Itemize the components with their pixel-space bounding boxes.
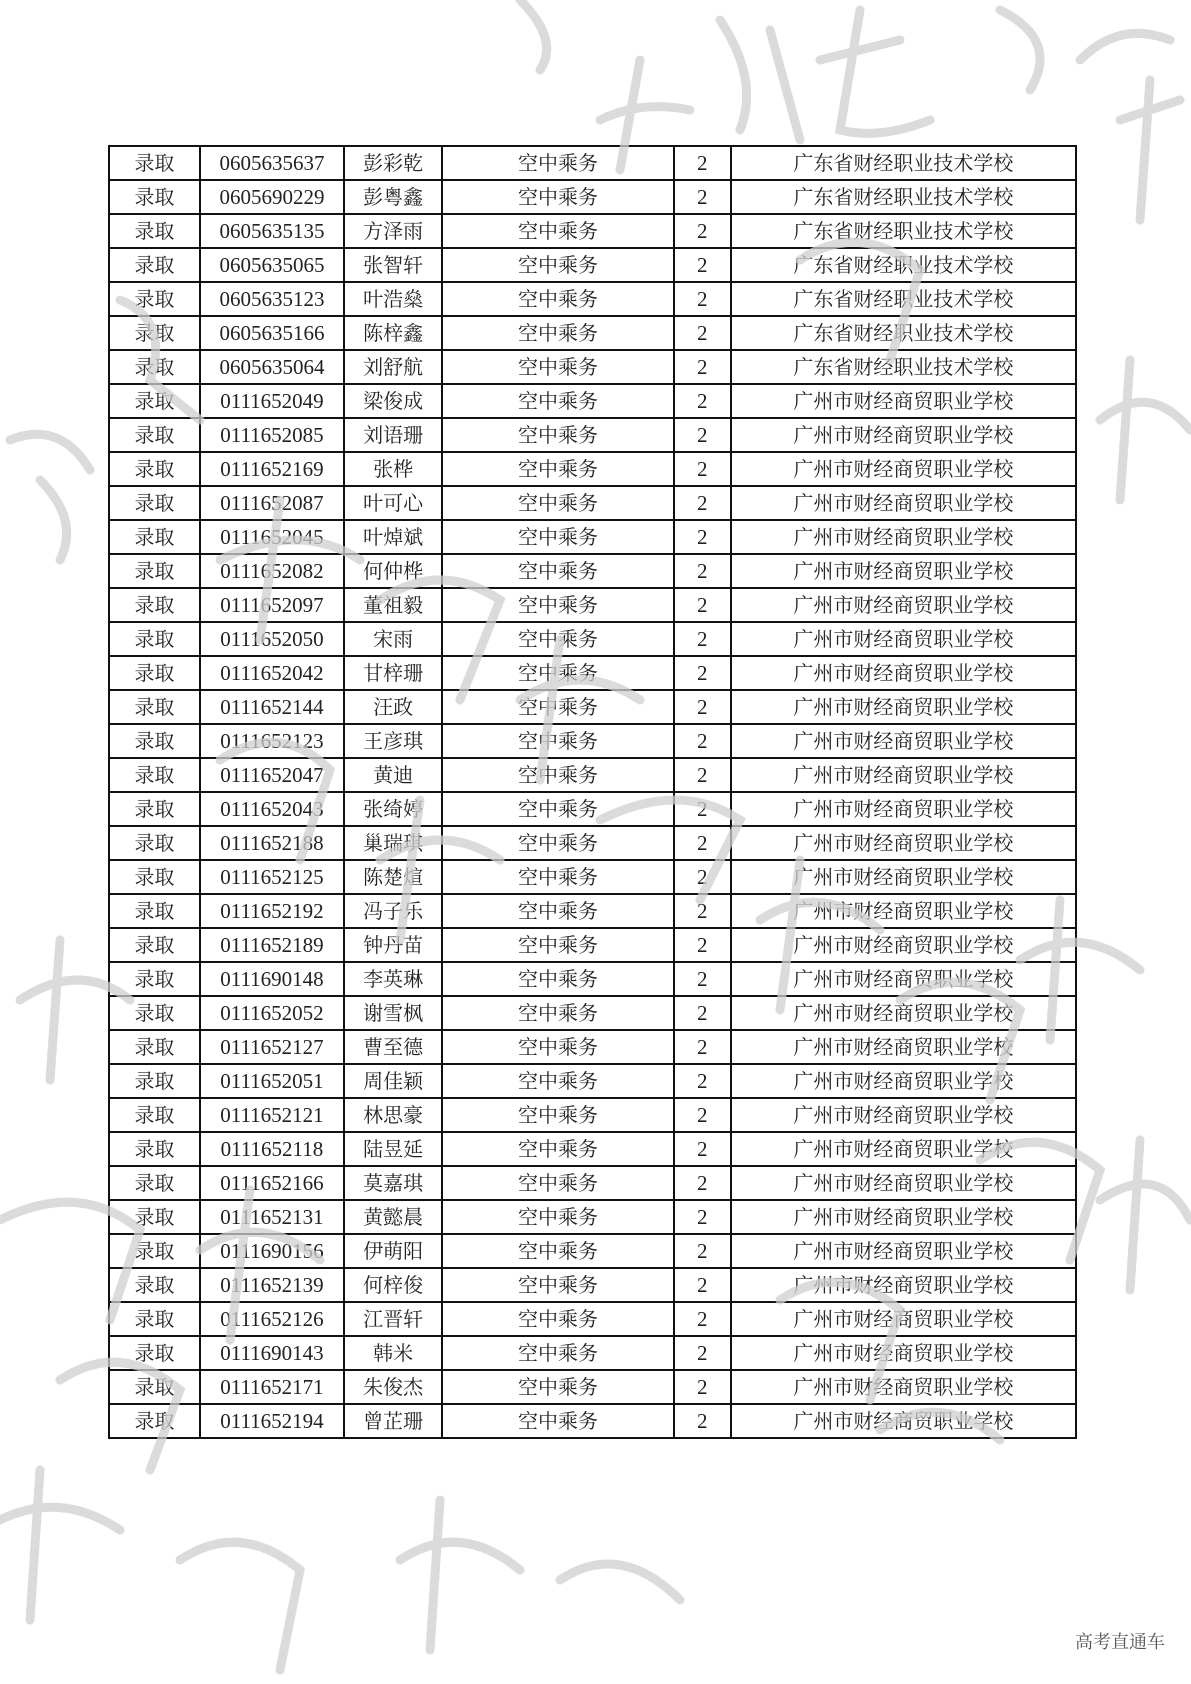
major-cell: 空中乘务 [442,962,674,996]
major-cell: 空中乘务 [442,622,674,656]
table-row [109,758,1076,792]
candidate-id-cell: 0111652042 [200,656,344,690]
school-cell: 广州市财经商贸职业学校 [731,622,1076,656]
major-cell: 空中乘务 [442,1234,674,1268]
name-cell: 钟丹苗 [344,928,442,962]
candidate-id-cell: 0111652189 [200,928,344,962]
major-cell: 空中乘务 [442,248,674,282]
status-cell: 录取 [109,588,200,622]
school-cell: 广州市财经商贸职业学校 [731,928,1076,962]
admission-table-body [109,146,1076,1438]
status-cell: 录取 [109,418,200,452]
candidate-id-cell: 0111652171 [200,1370,344,1404]
candidate-id-cell: 0111652125 [200,860,344,894]
status-cell: 录取 [109,928,200,962]
table-row [109,724,1076,758]
school-cell: 广东省财经职业技术学校 [731,350,1076,384]
table-row [109,1268,1076,1302]
name-cell: 张绮婷 [344,792,442,826]
name-cell: 谢雪枫 [344,996,442,1030]
candidate-id-cell: 0111652085 [200,418,344,452]
batch-cell: 2 [674,418,731,452]
batch-cell: 2 [674,1268,731,1302]
school-cell: 广东省财经职业技术学校 [731,180,1076,214]
major-cell: 空中乘务 [442,1166,674,1200]
major-cell: 空中乘务 [442,316,674,350]
major-cell: 空中乘务 [442,452,674,486]
candidate-id-cell: 0605635123 [200,282,344,316]
name-cell: 彭粤鑫 [344,180,442,214]
major-cell: 空中乘务 [442,826,674,860]
candidate-id-cell: 0111652139 [200,1268,344,1302]
school-cell: 广州市财经商贸职业学校 [731,1098,1076,1132]
major-cell: 空中乘务 [442,1132,674,1166]
batch-cell: 2 [674,894,731,928]
batch-cell: 2 [674,622,731,656]
candidate-id-cell: 0605635166 [200,316,344,350]
school-cell: 广州市财经商贸职业学校 [731,452,1076,486]
major-cell: 空中乘务 [442,1404,674,1438]
batch-cell: 2 [674,656,731,690]
school-cell: 广州市财经商贸职业学校 [731,860,1076,894]
status-cell: 录取 [109,350,200,384]
candidate-id-cell: 0111652052 [200,996,344,1030]
major-cell: 空中乘务 [442,486,674,520]
table-row [109,1404,1076,1438]
status-cell: 录取 [109,690,200,724]
status-cell: 录取 [109,486,200,520]
school-cell: 广州市财经商贸职业学校 [731,1030,1076,1064]
major-cell: 空中乘务 [442,350,674,384]
candidate-id-cell: 0111652169 [200,452,344,486]
major-cell: 空中乘务 [442,1030,674,1064]
status-cell: 录取 [109,316,200,350]
name-cell: 方泽雨 [344,214,442,248]
school-cell: 广州市财经商贸职业学校 [731,1268,1076,1302]
candidate-id-cell: 0111652131 [200,1200,344,1234]
batch-cell: 2 [674,1302,731,1336]
candidate-id-cell: 0605635637 [200,146,344,180]
name-cell: 何仲桦 [344,554,442,588]
batch-cell: 2 [674,316,731,350]
candidate-id-cell: 0111652049 [200,384,344,418]
school-cell: 广州市财经商贸职业学校 [731,996,1076,1030]
name-cell: 刘语珊 [344,418,442,452]
candidate-id-cell: 0111652097 [200,588,344,622]
school-cell: 广东省财经职业技术学校 [731,146,1076,180]
batch-cell: 2 [674,792,731,826]
status-cell: 录取 [109,1404,200,1438]
candidate-id-cell: 0111652144 [200,690,344,724]
table-row [109,622,1076,656]
status-cell: 录取 [109,724,200,758]
school-cell: 广州市财经商贸职业学校 [731,1064,1076,1098]
candidate-id-cell: 0111652043 [200,792,344,826]
candidate-id-cell: 0111652127 [200,1030,344,1064]
batch-cell: 2 [674,962,731,996]
major-cell: 空中乘务 [442,894,674,928]
name-cell: 梁俊成 [344,384,442,418]
major-cell: 空中乘务 [442,214,674,248]
candidate-id-cell: 0111652082 [200,554,344,588]
table-row [109,690,1076,724]
major-cell: 空中乘务 [442,1200,674,1234]
major-cell: 空中乘务 [442,1064,674,1098]
name-cell: 李英琳 [344,962,442,996]
name-cell: 甘梓珊 [344,656,442,690]
candidate-id-cell: 0111652188 [200,826,344,860]
major-cell: 空中乘务 [442,928,674,962]
major-cell: 空中乘务 [442,1370,674,1404]
status-cell: 录取 [109,860,200,894]
school-cell: 广州市财经商贸职业学校 [731,1336,1076,1370]
name-cell: 莫嘉琪 [344,1166,442,1200]
school-cell: 广州市财经商贸职业学校 [731,894,1076,928]
name-cell: 黄懿晨 [344,1200,442,1234]
school-cell: 广州市财经商贸职业学校 [731,792,1076,826]
major-cell: 空中乘务 [442,588,674,622]
status-cell: 录取 [109,282,200,316]
name-cell: 叶焯斌 [344,520,442,554]
batch-cell: 2 [674,690,731,724]
name-cell: 朱俊杰 [344,1370,442,1404]
table-row [109,1098,1076,1132]
table-row [109,1200,1076,1234]
table-row [109,1166,1076,1200]
status-cell: 录取 [109,1132,200,1166]
name-cell: 刘舒航 [344,350,442,384]
status-cell: 录取 [109,996,200,1030]
table-row [109,996,1076,1030]
status-cell: 录取 [109,1200,200,1234]
major-cell: 空中乘务 [442,146,674,180]
batch-cell: 2 [674,1166,731,1200]
candidate-id-cell: 0605635135 [200,214,344,248]
school-cell: 广州市财经商贸职业学校 [731,1404,1076,1438]
table-row [109,1370,1076,1404]
table-row [109,384,1076,418]
table-row [109,418,1076,452]
major-cell: 空中乘务 [442,180,674,214]
status-cell: 录取 [109,962,200,996]
name-cell: 陈梓鑫 [344,316,442,350]
school-cell: 广州市财经商贸职业学校 [731,1132,1076,1166]
status-cell: 录取 [109,1166,200,1200]
school-cell: 广州市财经商贸职业学校 [731,588,1076,622]
table-row [109,962,1076,996]
batch-cell: 2 [674,554,731,588]
candidate-id-cell: 0111652087 [200,486,344,520]
table-row [109,1302,1076,1336]
batch-cell: 2 [674,1200,731,1234]
school-cell: 广州市财经商贸职业学校 [731,520,1076,554]
table-row [109,1132,1076,1166]
candidate-id-cell: 0111652121 [200,1098,344,1132]
major-cell: 空中乘务 [442,384,674,418]
batch-cell: 2 [674,1336,731,1370]
name-cell: 黄迪 [344,758,442,792]
name-cell: 曹至德 [344,1030,442,1064]
batch-cell: 2 [674,588,731,622]
batch-cell: 2 [674,452,731,486]
status-cell: 录取 [109,520,200,554]
table-row [109,520,1076,554]
school-cell: 广州市财经商贸职业学校 [731,826,1076,860]
name-cell: 周佳颖 [344,1064,442,1098]
batch-cell: 2 [674,928,731,962]
batch-cell: 2 [674,860,731,894]
candidate-id-cell: 0111690156 [200,1234,344,1268]
batch-cell: 2 [674,520,731,554]
status-cell: 录取 [109,656,200,690]
name-cell: 陆昱延 [344,1132,442,1166]
candidate-id-cell: 0111690143 [200,1336,344,1370]
candidate-id-cell: 0111652192 [200,894,344,928]
batch-cell: 2 [674,1404,731,1438]
table-row [109,452,1076,486]
major-cell: 空中乘务 [442,282,674,316]
major-cell: 空中乘务 [442,758,674,792]
candidate-id-cell: 0605635065 [200,248,344,282]
name-cell: 何梓俊 [344,1268,442,1302]
status-cell: 录取 [109,1098,200,1132]
status-cell: 录取 [109,146,200,180]
major-cell: 空中乘务 [442,860,674,894]
candidate-id-cell: 0111652118 [200,1132,344,1166]
status-cell: 录取 [109,214,200,248]
batch-cell: 2 [674,146,731,180]
major-cell: 空中乘务 [442,1336,674,1370]
table-row [109,282,1076,316]
major-cell: 空中乘务 [442,554,674,588]
name-cell: 曾芷珊 [344,1404,442,1438]
name-cell: 宋雨 [344,622,442,656]
name-cell: 叶浩燊 [344,282,442,316]
school-cell: 广州市财经商贸职业学校 [731,418,1076,452]
status-cell: 录取 [109,894,200,928]
status-cell: 录取 [109,1064,200,1098]
status-cell: 录取 [109,1268,200,1302]
major-cell: 空中乘务 [442,520,674,554]
name-cell: 冯子乐 [344,894,442,928]
major-cell: 空中乘务 [442,1302,674,1336]
candidate-id-cell: 0111652194 [200,1404,344,1438]
status-cell: 录取 [109,1030,200,1064]
school-cell: 广州市财经商贸职业学校 [731,384,1076,418]
candidate-id-cell: 0111652123 [200,724,344,758]
school-cell: 广东省财经职业技术学校 [731,316,1076,350]
batch-cell: 2 [674,1064,731,1098]
table-row [109,554,1076,588]
table-row [109,214,1076,248]
name-cell: 汪政 [344,690,442,724]
admission-table [108,145,1077,1439]
batch-cell: 2 [674,214,731,248]
major-cell: 空中乘务 [442,1268,674,1302]
candidate-id-cell: 0111652050 [200,622,344,656]
name-cell: 彭彩乾 [344,146,442,180]
name-cell: 江晋轩 [344,1302,442,1336]
status-cell: 录取 [109,1234,200,1268]
name-cell: 韩米 [344,1336,442,1370]
table-row [109,316,1076,350]
footer-brand-text: 高考直通车 [1075,1632,1165,1653]
school-cell: 广州市财经商贸职业学校 [731,656,1076,690]
batch-cell: 2 [674,1098,731,1132]
status-cell: 录取 [109,180,200,214]
major-cell: 空中乘务 [442,418,674,452]
batch-cell: 2 [674,724,731,758]
school-cell: 广州市财经商贸职业学校 [731,1200,1076,1234]
candidate-id-cell: 0111652047 [200,758,344,792]
major-cell: 空中乘务 [442,724,674,758]
status-cell: 录取 [109,622,200,656]
batch-cell: 2 [674,996,731,1030]
table-row [109,826,1076,860]
table-row [109,792,1076,826]
table-row [109,248,1076,282]
school-cell: 广州市财经商贸职业学校 [731,758,1076,792]
table-row [109,928,1076,962]
candidate-id-cell: 0605690229 [200,180,344,214]
batch-cell: 2 [674,384,731,418]
name-cell: 张智轩 [344,248,442,282]
batch-cell: 2 [674,248,731,282]
table-row [109,1064,1076,1098]
table-row [109,1336,1076,1370]
candidate-id-cell: 0111652166 [200,1166,344,1200]
status-cell: 录取 [109,1370,200,1404]
major-cell: 空中乘务 [442,656,674,690]
status-cell: 录取 [109,758,200,792]
school-cell: 广州市财经商贸职业学校 [731,554,1076,588]
major-cell: 空中乘务 [442,690,674,724]
school-cell: 广东省财经职业技术学校 [731,214,1076,248]
status-cell: 录取 [109,1336,200,1370]
name-cell: 张桦 [344,452,442,486]
name-cell: 巢瑞琪 [344,826,442,860]
status-cell: 录取 [109,452,200,486]
candidate-id-cell: 0111690148 [200,962,344,996]
batch-cell: 2 [674,1030,731,1064]
status-cell: 录取 [109,554,200,588]
batch-cell: 2 [674,180,731,214]
table-row [109,860,1076,894]
table-row [109,350,1076,384]
batch-cell: 2 [674,1370,731,1404]
candidate-id-cell: 0605635064 [200,350,344,384]
school-cell: 广州市财经商贸职业学校 [731,1370,1076,1404]
status-cell: 录取 [109,826,200,860]
school-cell: 广东省财经职业技术学校 [731,282,1076,316]
name-cell: 林思豪 [344,1098,442,1132]
table-row [109,486,1076,520]
candidate-id-cell: 0111652045 [200,520,344,554]
status-cell: 录取 [109,248,200,282]
school-cell: 广州市财经商贸职业学校 [731,1302,1076,1336]
table-row [109,656,1076,690]
major-cell: 空中乘务 [442,1098,674,1132]
candidate-id-cell: 0111652126 [200,1302,344,1336]
batch-cell: 2 [674,486,731,520]
batch-cell: 2 [674,282,731,316]
table-row [109,146,1076,180]
table-row [109,1030,1076,1064]
school-cell: 广州市财经商贸职业学校 [731,690,1076,724]
status-cell: 录取 [109,1302,200,1336]
school-cell: 广州市财经商贸职业学校 [731,962,1076,996]
table-row [109,588,1076,622]
status-cell: 录取 [109,384,200,418]
name-cell: 陈楚煊 [344,860,442,894]
name-cell: 伊萌阳 [344,1234,442,1268]
batch-cell: 2 [674,1234,731,1268]
school-cell: 广州市财经商贸职业学校 [731,486,1076,520]
table-row [109,1234,1076,1268]
school-cell: 广州市财经商贸职业学校 [731,1234,1076,1268]
major-cell: 空中乘务 [442,792,674,826]
table-row [109,180,1076,214]
school-cell: 广州市财经商贸职业学校 [731,1166,1076,1200]
school-cell: 广东省财经职业技术学校 [731,248,1076,282]
name-cell: 王彦琪 [344,724,442,758]
batch-cell: 2 [674,758,731,792]
name-cell: 叶可心 [344,486,442,520]
school-cell: 广州市财经商贸职业学校 [731,724,1076,758]
batch-cell: 2 [674,826,731,860]
status-cell: 录取 [109,792,200,826]
table-row [109,894,1076,928]
batch-cell: 2 [674,1132,731,1166]
candidate-id-cell: 0111652051 [200,1064,344,1098]
batch-cell: 2 [674,350,731,384]
major-cell: 空中乘务 [442,996,674,1030]
name-cell: 董祖毅 [344,588,442,622]
